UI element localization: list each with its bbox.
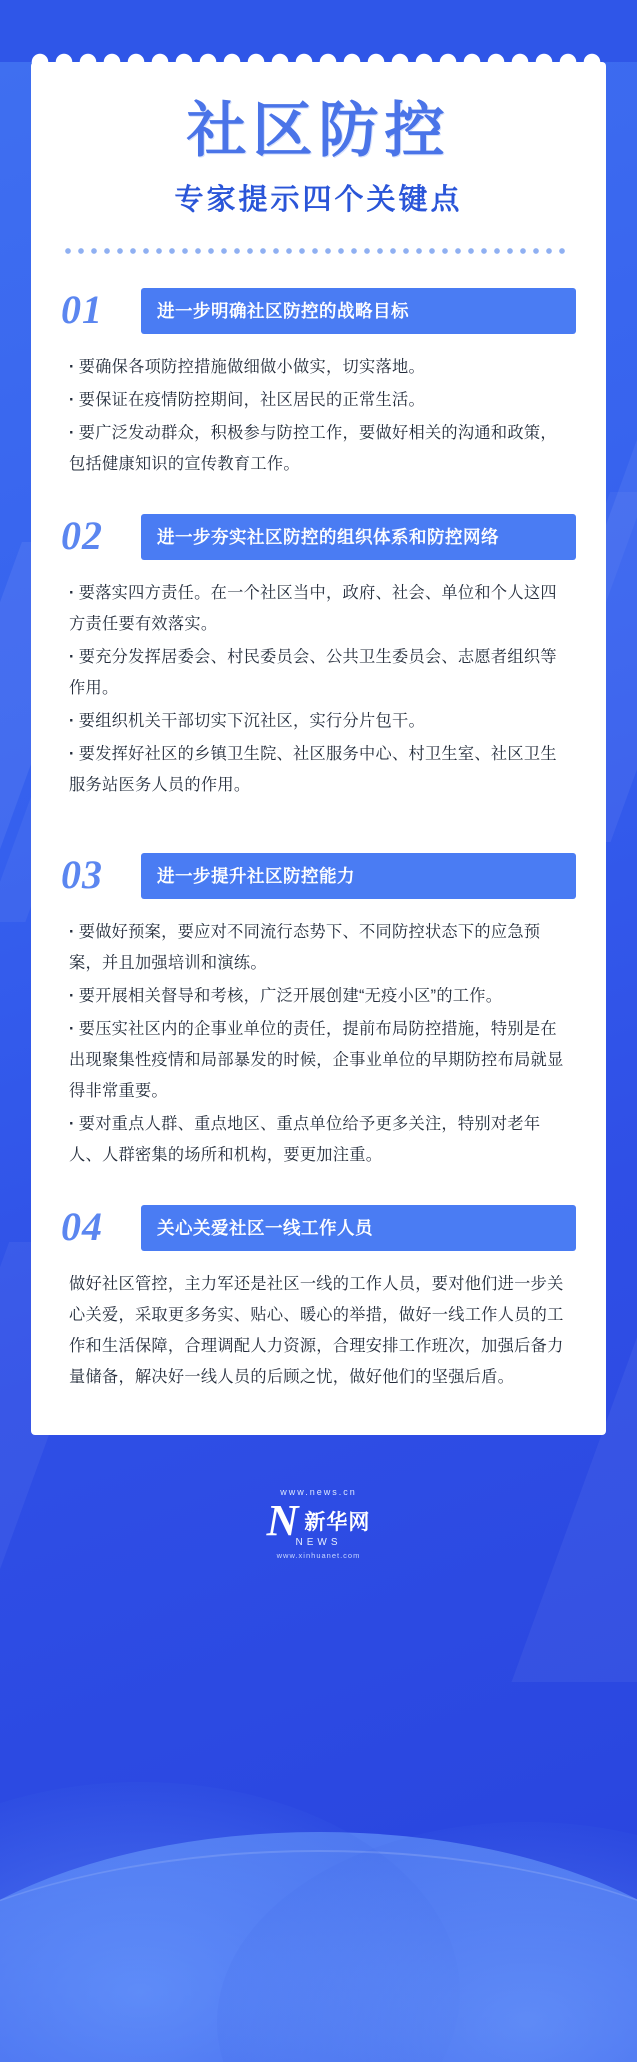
page-subtitle: 专家提示四个关键点 <box>174 183 463 216</box>
page-title: 社区防控 <box>186 98 451 164</box>
body-paragraph: · 要发挥好社区的乡镇卫生院、社区服务中心、村卫生室、社区卫生服务站医务人员的作用。 <box>69 739 570 801</box>
section-header <box>61 853 576 899</box>
spacer <box>31 803 606 819</box>
body-paragraph: · 要对重点人群、重点地区、重点单位给予更多关注，特别对老年人、人群密集的场所和机构，要更加注重。 <box>69 1109 570 1171</box>
footer-url-bottom: www.xinhuanet.com <box>276 1550 361 1560</box>
poster-header <box>31 62 606 218</box>
section-number: 01 <box>61 286 103 332</box>
section-body <box>69 578 570 801</box>
section-body <box>69 917 570 1171</box>
body-paragraph: · 要组织机关干部切实下沉社区，实行分片包干。 <box>69 706 570 737</box>
body-paragraph: · 要保证在疫情防控期间，社区居民的正常生活。 <box>69 385 570 416</box>
body-paragraph: · 要做好预案，要应对不同流行态势下、不同防控状态下的应急预案，并且加强培训和演练。 <box>69 917 570 979</box>
section-title: 关心关爱社区一线工作人员 <box>141 1205 576 1251</box>
xinhua-logo-icon: N <box>266 1495 297 1545</box>
body-paragraph: 做好社区管控，主力军还是社区一线的工作人员，要对他们进一步关心关爱，采取更多务实、贴心、暖心的举措，做好一线工作人员的工作和生活保障，合理调配人力资源，合理安排工作班次，加强后备力量储备，解决好一线人员的后顾之忧，做好他们的坚强后盾。 <box>69 1274 564 1386</box>
section-02 <box>61 514 576 801</box>
section-03 <box>61 853 576 1171</box>
body-paragraph: · 要确保各项防控措施做细做小做实，切实落地。 <box>69 352 570 383</box>
body-paragraph: · 要广泛发动群众，积极参与防控工作，要做好相关的沟通和政策，包括健康知识的宣传教育工作。 <box>69 418 570 480</box>
body-paragraph: · 要压实社区内的企事业单位的责任，提前布局防控措施，特别是在出现聚集性疫情和局部暴发的时候，企事业单位的早期防控布局就显得非常重要。 <box>69 1014 570 1107</box>
footer-logo <box>199 1487 439 1586</box>
section-header <box>61 1205 576 1251</box>
section-number: 02 <box>61 512 103 558</box>
section-title: 进一步明确社区防控的战略目标 <box>141 288 576 334</box>
body-paragraph: · 要充分发挥居委会、村民委员会、公共卫生委员会、志愿者组织等作用。 <box>69 642 570 704</box>
section-body <box>69 1269 570 1393</box>
section-number: 04 <box>61 1203 103 1249</box>
dotted-divider <box>65 248 572 254</box>
body-paragraph: · 要开展相关督导和考核，广泛开展创建“无疫小区”的工作。 <box>69 981 570 1012</box>
section-body <box>69 352 570 480</box>
section-title: 进一步提升社区防控能力 <box>141 853 576 899</box>
poster-card <box>31 62 606 1435</box>
footer-url-top: www.news.cn <box>280 1486 357 1497</box>
section-01 <box>61 288 576 480</box>
body-paragraph: · 要落实四方责任。在一个社区当中，政府、社会、单位和个人这四方责任要有效落实。 <box>69 578 570 640</box>
section-header <box>61 288 576 334</box>
section-header <box>61 514 576 560</box>
section-number: 03 <box>61 851 103 897</box>
section-title: 进一步夯实社区防控的组织体系和防控网络 <box>141 514 576 560</box>
section-04 <box>61 1205 576 1393</box>
logo-news-text: NEWS <box>295 1536 342 1548</box>
logo-chinese-name: 新华网 <box>304 1510 371 1534</box>
